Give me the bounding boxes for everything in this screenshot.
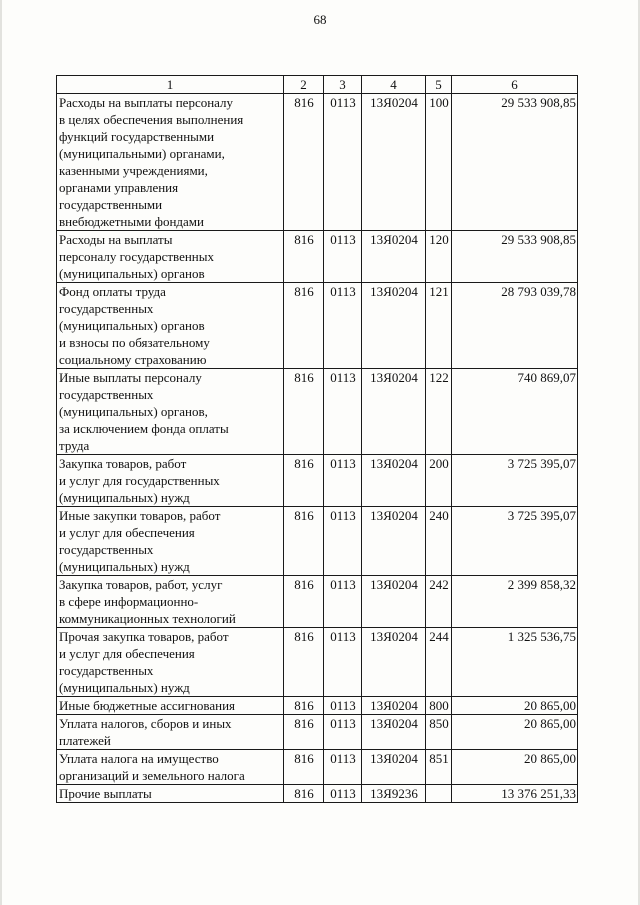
row-target-code: 13Я0204 xyxy=(362,576,426,628)
row-amount: 13 376 251,33 xyxy=(452,785,578,803)
row-section-code: 0113 xyxy=(324,231,362,283)
table-row xyxy=(57,750,578,785)
row-section-code: 0113 xyxy=(324,576,362,628)
row-target-code: 13Я0204 xyxy=(362,231,426,283)
header-row xyxy=(57,76,578,94)
row-amount: 3 725 395,07 xyxy=(452,507,578,576)
row-section-code: 0113 xyxy=(324,507,362,576)
header-col-2: 2 xyxy=(284,76,324,94)
table-row xyxy=(57,455,578,507)
row-name: Иные выплаты персоналу государственных (муниципальных) органов, за исключением фонда оплаты труда xyxy=(57,369,284,455)
row-expense-type: 100 xyxy=(426,94,452,231)
row-section-code: 0113 xyxy=(324,369,362,455)
row-target-code: 13Я0204 xyxy=(362,715,426,750)
table-row xyxy=(57,628,578,697)
row-amount: 29 533 908,85 xyxy=(452,94,578,231)
row-target-code: 13Я0204 xyxy=(362,507,426,576)
row-section-code: 0113 xyxy=(324,715,362,750)
row-name: Иные бюджетные ассигнования xyxy=(57,697,284,715)
row-ministry-code: 816 xyxy=(284,455,324,507)
row-expense-type: 800 xyxy=(426,697,452,715)
table-row xyxy=(57,785,578,803)
header-col-1: 1 xyxy=(57,76,284,94)
row-name: Расходы на выплаты персоналу государственных (муниципальных) органов xyxy=(57,231,284,283)
row-name: Закупка товаров, работ, услуг в сфере информационно- коммуникационных технологий xyxy=(57,576,284,628)
table-row xyxy=(57,507,578,576)
row-name: Закупка товаров, работ и услуг для государственных (муниципальных) нужд xyxy=(57,455,284,507)
row-ministry-code: 816 xyxy=(284,697,324,715)
row-section-code: 0113 xyxy=(324,94,362,231)
row-amount: 28 793 039,78 xyxy=(452,283,578,369)
row-ministry-code: 816 xyxy=(284,785,324,803)
row-amount: 20 865,00 xyxy=(452,697,578,715)
row-expense-type: 121 xyxy=(426,283,452,369)
row-name: Уплата налога на имущество организаций и земельного налога xyxy=(57,750,284,785)
row-target-code: 13Я0204 xyxy=(362,94,426,231)
header-col-6: 6 xyxy=(452,76,578,94)
row-expense-type xyxy=(426,785,452,803)
table-row xyxy=(57,94,578,231)
row-expense-type: 200 xyxy=(426,455,452,507)
row-ministry-code: 816 xyxy=(284,231,324,283)
table-body xyxy=(57,94,578,803)
row-amount: 20 865,00 xyxy=(452,715,578,750)
row-name: Фонд оплаты труда государственных (муниципальных) органов и взносы по обязательному социальному страхованию xyxy=(57,283,284,369)
row-name: Уплата налогов, сборов и иных платежей xyxy=(57,715,284,750)
page-number: 68 xyxy=(313,12,327,27)
header-col-4: 4 xyxy=(362,76,426,94)
header-col-3: 3 xyxy=(324,76,362,94)
table-row xyxy=(57,697,578,715)
row-ministry-code: 816 xyxy=(284,576,324,628)
row-section-code: 0113 xyxy=(324,283,362,369)
row-target-code: 13Я0204 xyxy=(362,750,426,785)
row-target-code: 13Я0204 xyxy=(362,628,426,697)
row-name: Иные закупки товаров, работ и услуг для обеспечения государственных (муниципальных) нужд xyxy=(57,507,284,576)
row-expense-type: 242 xyxy=(426,576,452,628)
row-amount: 29 533 908,85 xyxy=(452,231,578,283)
table-row xyxy=(57,231,578,283)
row-name: Расходы на выплаты персоналу в целях обеспечения выполнения функций государственными (муниципальными) органами, казенными учреждениями, органами управления государственными внебюджетными фондами xyxy=(57,94,284,231)
budget-table xyxy=(56,75,578,803)
row-section-code: 0113 xyxy=(324,628,362,697)
row-section-code: 0113 xyxy=(324,785,362,803)
row-ministry-code: 816 xyxy=(284,283,324,369)
row-target-code: 13Я0204 xyxy=(362,455,426,507)
row-target-code: 13Я0204 xyxy=(362,369,426,455)
row-ministry-code: 816 xyxy=(284,715,324,750)
row-ministry-code: 816 xyxy=(284,628,324,697)
row-target-code: 13Я0204 xyxy=(362,283,426,369)
row-amount: 2 399 858,32 xyxy=(452,576,578,628)
header-col-5: 5 xyxy=(426,76,452,94)
table-header xyxy=(57,76,578,94)
row-expense-type: 240 xyxy=(426,507,452,576)
table-row xyxy=(57,576,578,628)
row-amount: 20 865,00 xyxy=(452,750,578,785)
row-ministry-code: 816 xyxy=(284,507,324,576)
row-section-code: 0113 xyxy=(324,697,362,715)
row-ministry-code: 816 xyxy=(284,94,324,231)
row-expense-type: 851 xyxy=(426,750,452,785)
table-row xyxy=(57,283,578,369)
row-name: Прочие выплаты xyxy=(57,785,284,803)
row-amount: 1 325 536,75 xyxy=(452,628,578,697)
row-expense-type: 122 xyxy=(426,369,452,455)
table-row xyxy=(57,369,578,455)
row-amount: 3 725 395,07 xyxy=(452,455,578,507)
row-expense-type: 120 xyxy=(426,231,452,283)
row-ministry-code: 816 xyxy=(284,750,324,785)
row-section-code: 0113 xyxy=(324,750,362,785)
row-name: Прочая закупка товаров, работ и услуг для обеспечения государственных (муниципальных) нужд xyxy=(57,628,284,697)
row-expense-type: 850 xyxy=(426,715,452,750)
scan-edge-left xyxy=(0,0,2,905)
row-ministry-code: 816 xyxy=(284,369,324,455)
row-section-code: 0113 xyxy=(324,455,362,507)
row-target-code: 13Я9236 xyxy=(362,785,426,803)
row-amount: 740 869,07 xyxy=(452,369,578,455)
row-target-code: 13Я0204 xyxy=(362,697,426,715)
table-row xyxy=(57,715,578,750)
row-expense-type: 244 xyxy=(426,628,452,697)
